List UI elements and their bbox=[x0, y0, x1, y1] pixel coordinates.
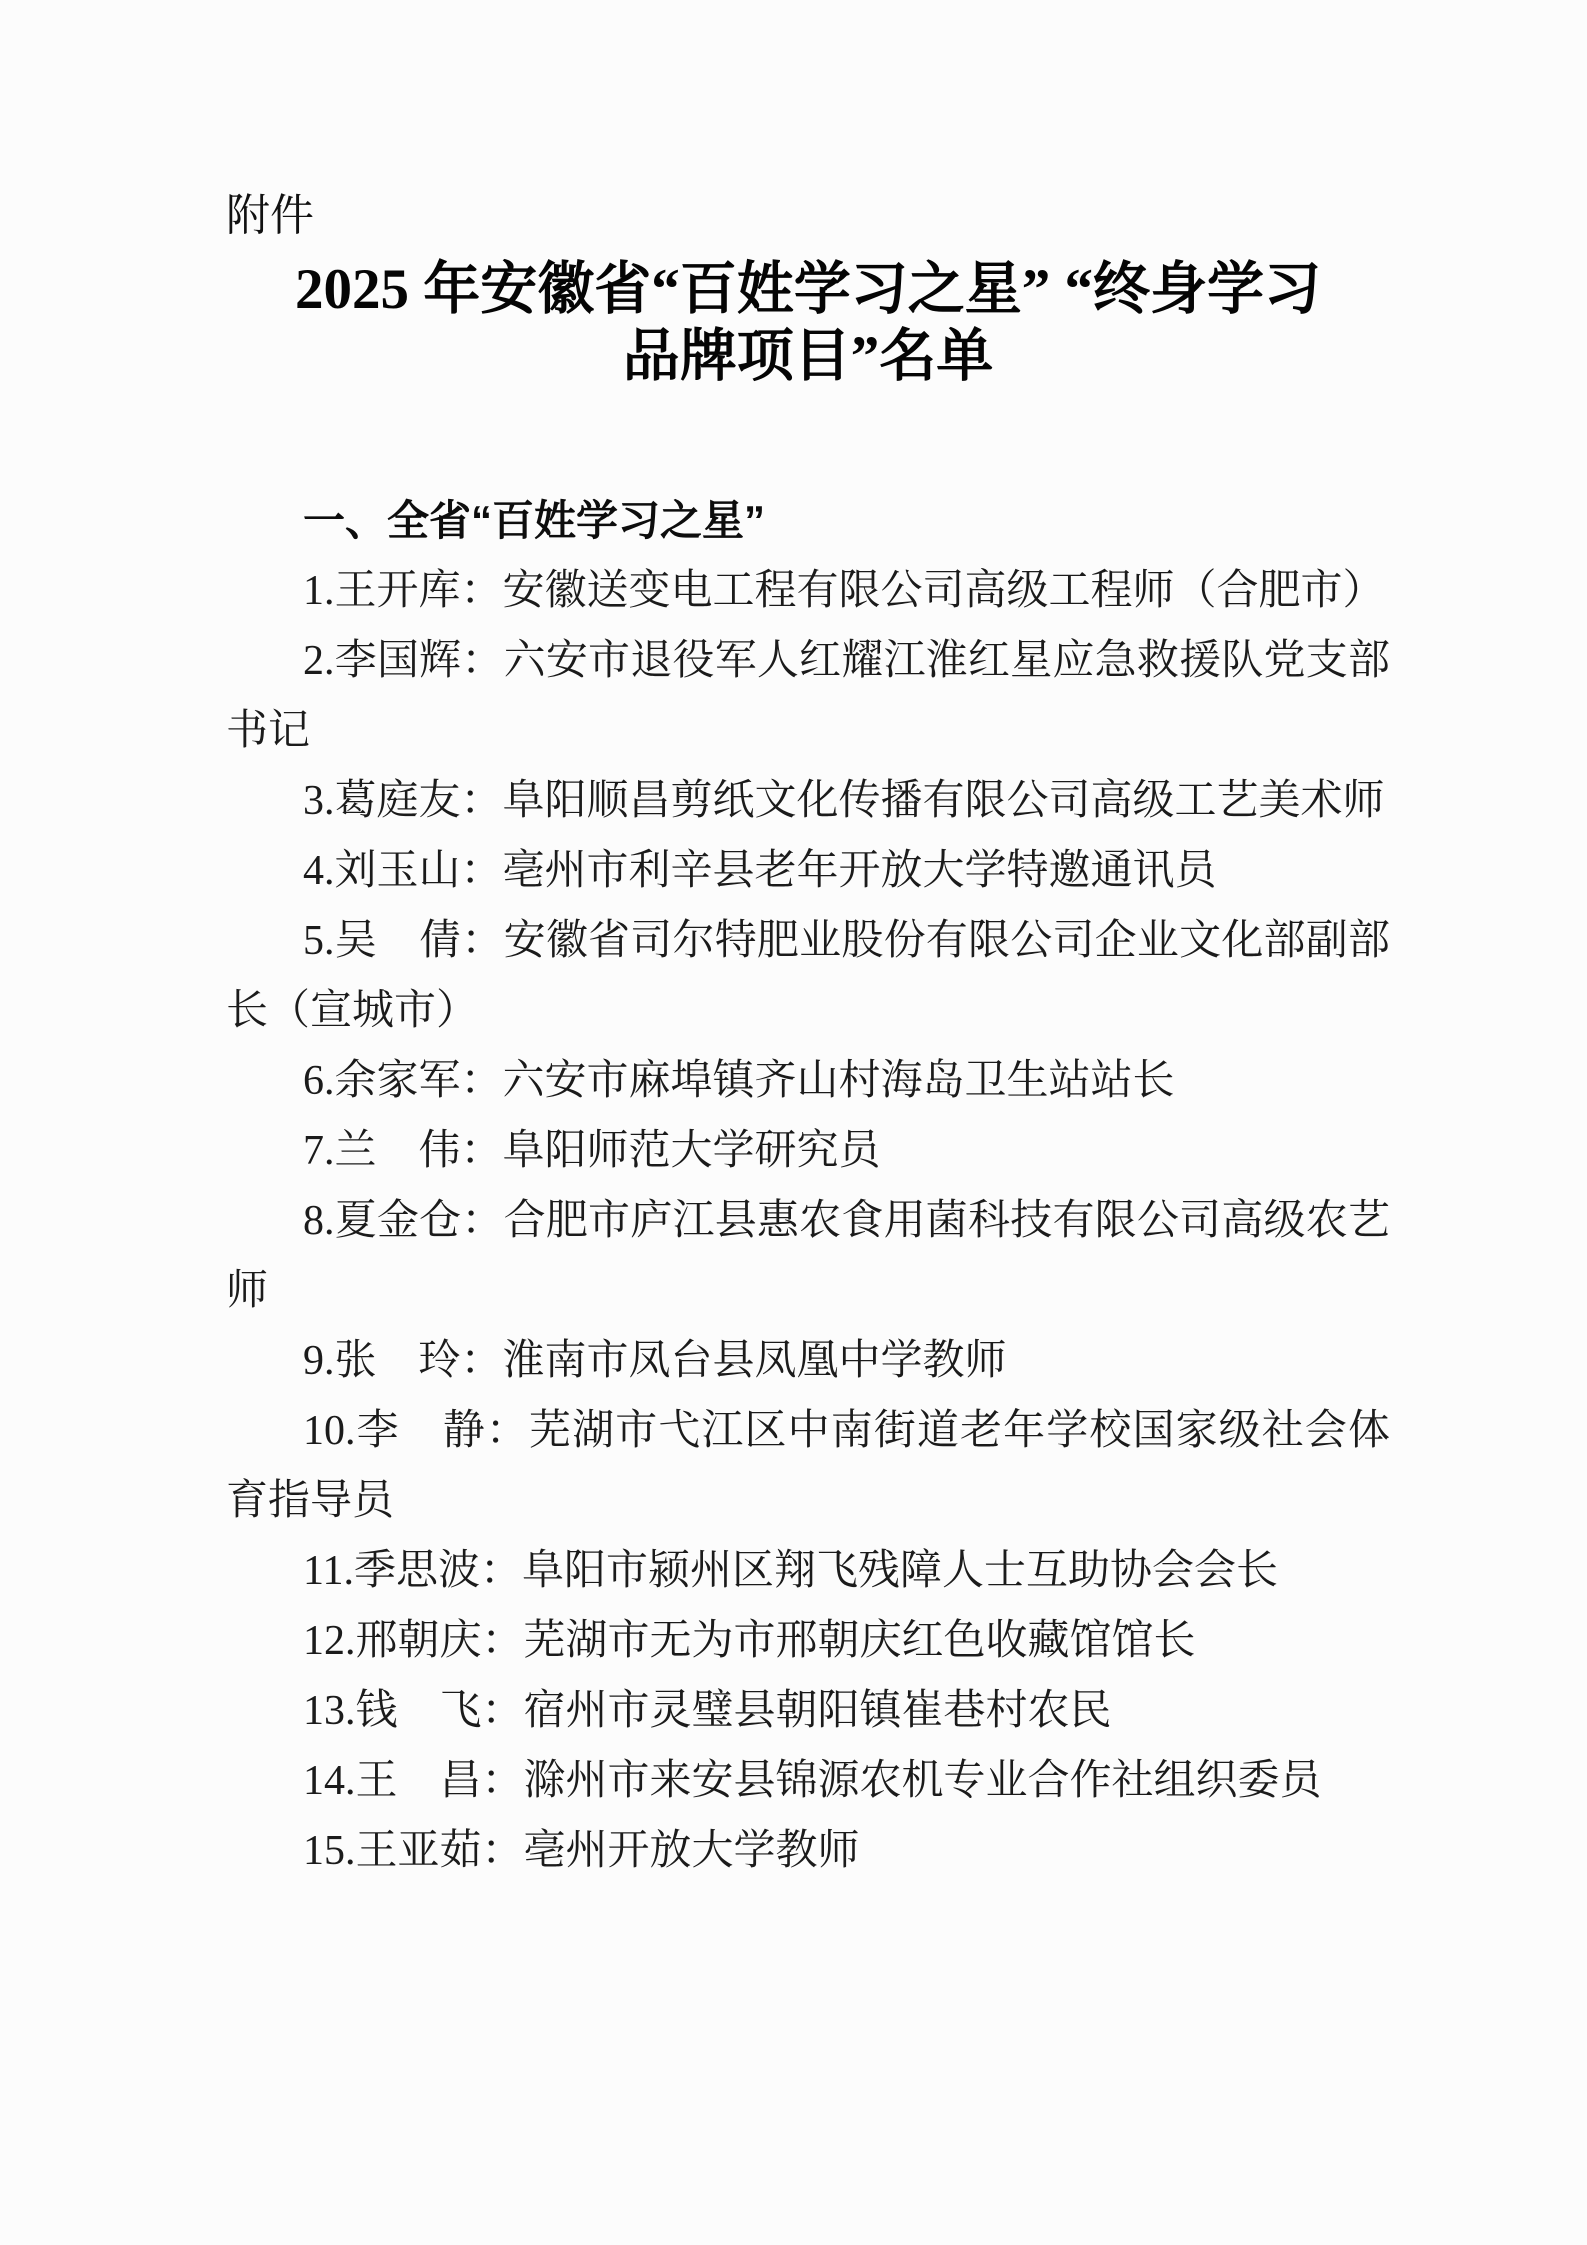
list-item-10: 10.李 静：芜湖市弋江区中南街道老年学校国家级社会体育指导员 bbox=[226, 1408, 1390, 1524]
list-item-9: 9.张 玲：淮南市凤台县凤凰中学教师 bbox=[303, 1338, 1007, 1384]
attachment-label: 附件 bbox=[226, 191, 314, 240]
list-item-1: 1.王开库：安徽送变电工程有限公司高级工程师（合肥市） bbox=[303, 568, 1385, 614]
recipient-list bbox=[226, 556, 1390, 1886]
document-title-line-1: 2025 年安徽省“百姓学习之星” “终身学习 bbox=[295, 258, 1321, 321]
document-title bbox=[226, 256, 1390, 390]
list-item-13: 13.钱 飞：宿州市灵璧县朝阳镇崔巷村农民 bbox=[303, 1688, 1112, 1734]
list-item-7: 7.兰 伟：阜阳师范大学研究员 bbox=[303, 1128, 881, 1174]
list-item-5: 5.吴 倩：安徽省司尔特肥业股份有限公司企业文化部副部长（宣城市） bbox=[226, 918, 1390, 1034]
list-item-8: 8.夏金仓：合肥市庐江县惠农食用菌科技有限公司高级农艺师 bbox=[226, 1198, 1390, 1314]
document-title-line-2: 品牌项目”名单 bbox=[622, 325, 994, 388]
list-item-12: 12.邢朝庆：芜湖市无为市邢朝庆红色收藏馆馆长 bbox=[303, 1618, 1196, 1664]
document-content bbox=[226, 0, 1390, 1886]
list-item-3: 3.葛庭友：阜阳顺昌剪纸文化传播有限公司高级工艺美术师 bbox=[303, 778, 1385, 824]
list-item-2: 2.李国辉：六安市退役军人红耀江淮红星应急救援队党支部书记 bbox=[226, 638, 1390, 754]
list-item-4: 4.刘玉山：亳州市利辛县老年开放大学特邀通讯员 bbox=[303, 848, 1217, 894]
list-item-14: 14.王 昌：滁州市来安县锦源农机专业合作社组织委员 bbox=[303, 1758, 1322, 1804]
list-item-11: 11.季思波：阜阳市颍州区翔飞残障人士互助协会会长 bbox=[303, 1548, 1278, 1594]
list-item-15: 15.王亚茹：亳州开放大学教师 bbox=[303, 1828, 860, 1874]
section-heading: 一、全省“百姓学习之星” bbox=[303, 497, 766, 544]
list-item-6: 6.余家军：六安市麻埠镇齐山村海岛卫生站站长 bbox=[303, 1058, 1175, 1104]
